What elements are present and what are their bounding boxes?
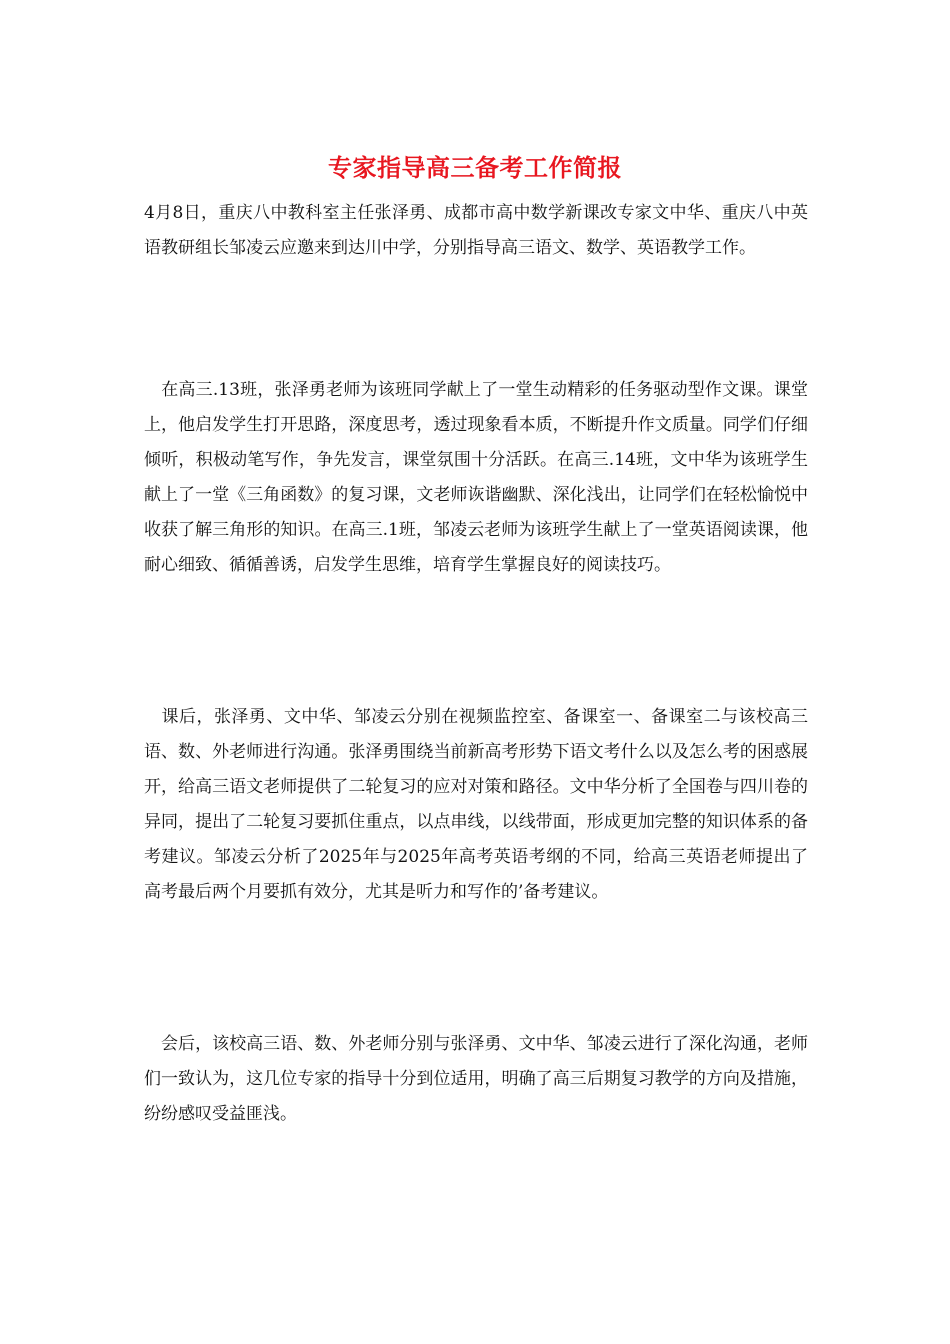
paragraph-after-class: 课后，张泽勇、文中华、邹凌云分别在视频监控室、备课室一、备课室二与该校高三语、数、外老师进行沟通。张泽勇围绕当前新高考形势下语文考什么以及怎么考的困惑展开，给高三语文老师提供了二轮复习的应对对策和路径。文中华分析了全国卷与四川卷的异同，提出了二轮复习要抓住重点，以点串线，以线带面，形成更加完整的知识体系的备考建议。邹凌云分析了2025年与2025年高考英语考纲的不同，给高三英语老师提出了高考最后两个月要抓有效分，尤其是听力和写作的’备考建议。: [144, 707, 808, 902]
paragraph-classes: 在高三.13班，张泽勇老师为该班同学献上了一堂生动精彩的任务驱动型作文课。课堂上，他启发学生打开思路，深度思考，透过现象看本质，不断提升作文质量。同学们仔细倾听，积极动笔写作，争先发言，课堂氛围十分活跃。在高三.14班，文中华为该班学生献上了一堂《三角函数》的复习课，文老师诙谐幽默、深化浅出，让同学们在轻松愉悦中收获了解三角形的知识。在高三.1班，邹凌云老师为该班学生献上了一堂英语阅读课，他耐心细致、循循善诱，启发学生思维，培育学生掌握良好的阅读技巧。: [144, 380, 808, 575]
paragraph-intro: 4月8日，重庆八中教科室主任张泽勇、成都市高中数学新课改专家文中华、重庆八中英语教研组长邹凌云应邀来到达川中学，分别指导高三语文、数学、英语教学工作。: [144, 203, 808, 258]
paragraph-after-meeting: 会后，该校高三语、数、外老师分别与张泽勇、文中华、邹凌云进行了深化沟通，老师们一致认为，这几位专家的指导十分到位适用，明确了高三后期复习教学的方向及措施，纷纷感叹受益匪浅。: [144, 1034, 808, 1124]
document-title: 专家指导高三备考工作简报: [328, 153, 622, 182]
